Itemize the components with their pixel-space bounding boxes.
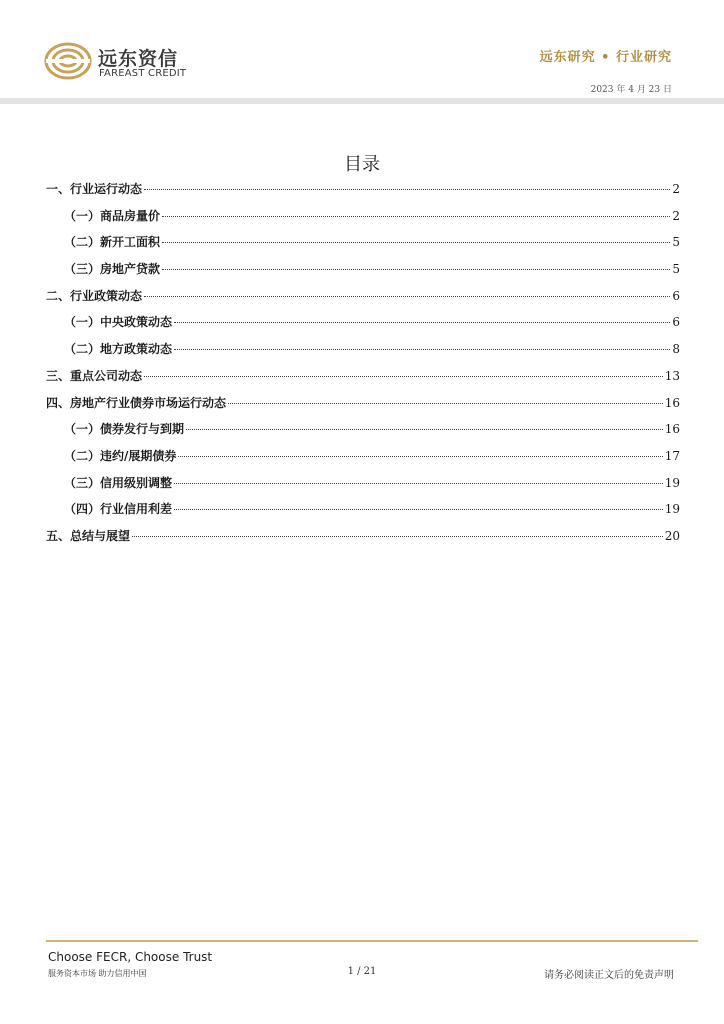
table-of-contents [46,180,680,554]
company-logo [44,42,204,82]
toc-entry[interactable] [46,367,680,394]
toc-leader-dots [144,296,670,297]
toc-entry-page: 19 [664,475,680,490]
toc-entry-label: 二、行业政策动态 [46,288,143,303]
toc-leader-dots [186,429,663,430]
toc-entry-label: （二）新开工面积 [64,235,161,250]
toc-entry-page: 8 [672,342,680,357]
logo-chinese-name: 远东资信 [98,48,179,70]
toc-leader-dots [162,216,670,217]
toc-entry-label: （二）地方政策动态 [64,342,173,357]
toc-entry[interactable] [46,207,680,234]
toc-entry-label: 一、行业运行动态 [46,182,143,196]
page-number: 1 / 21 [347,966,377,977]
toc-leader-dots [132,536,663,537]
report-category: 远东研究 • 行业研究 [539,50,672,65]
toc-entry-label: （三）信用级别调整 [64,475,173,490]
footer-subslogan: 服务资本市场 助力信用中国 [48,969,147,978]
toc-entry-page: 16 [664,422,680,437]
toc-entry-page: 16 [664,395,680,410]
toc-entry[interactable] [46,260,680,287]
toc-entry[interactable] [46,313,680,340]
toc-leader-dots [144,189,670,190]
toc-entry-page: 6 [672,315,680,330]
logo-english-name: FAREAST CREDIT [99,68,187,79]
toc-entry-page: 13 [664,368,680,383]
toc-entry[interactable] [46,527,680,554]
toc-entry-label: （一）债券发行与到期 [64,422,185,437]
toc-entry-page: 2 [672,208,680,223]
toc-entry[interactable] [46,474,680,501]
toc-entry-label: （一）中央政策动态 [64,315,173,330]
toc-entry[interactable] [46,447,680,474]
toc-entry-label: （一）商品房量价 [64,208,161,223]
toc-entry[interactable] [46,180,680,207]
toc-entry-label: （三）房地产贷款 [64,262,161,277]
toc-entry[interactable] [46,233,680,260]
toc-entry[interactable] [46,500,680,527]
toc-leader-dots [162,242,670,243]
toc-entry-page: 6 [672,288,680,303]
toc-entry-page: 17 [664,448,680,463]
toc-entry-label: 五、总结与展望 [46,528,131,543]
toc-entry-page: 19 [664,502,680,517]
toc-entry-page: 5 [672,235,680,250]
toc-entry[interactable] [46,287,680,314]
toc-entry[interactable] [46,420,680,447]
toc-entry-page: 5 [672,262,680,277]
toc-entry-page: 2 [672,182,680,196]
toc-entry[interactable] [46,394,680,421]
header-divider [0,98,724,104]
toc-leader-dots [174,483,663,484]
toc-leader-dots [174,509,663,510]
disclaimer-notice: 请务必阅读正文后的免责声明 [544,970,674,981]
report-date: 2023 年 4 月 23 日 [590,85,672,95]
footer-divider [46,940,698,942]
toc-entry-label: （四）行业信用利差 [64,502,173,517]
toc-entry-label: （二）违约/展期债券 [64,448,177,463]
toc-entry-label: 三、重点公司动态 [46,368,143,383]
toc-leader-dots [178,456,662,457]
toc-leader-dots [174,349,670,350]
toc-leader-dots [228,403,663,404]
toc-leader-dots [174,322,670,323]
footer-slogan: Choose FECR, Choose Trust [48,950,213,964]
toc-leader-dots [144,376,663,377]
toc-entry-label: 四、房地产行业债券市场运行动态 [46,395,227,410]
toc-title: 目录 [344,154,380,175]
toc-entry-page: 20 [664,528,680,543]
toc-leader-dots [162,269,670,270]
toc-entry[interactable] [46,340,680,367]
fareast-logo-icon [44,42,92,80]
